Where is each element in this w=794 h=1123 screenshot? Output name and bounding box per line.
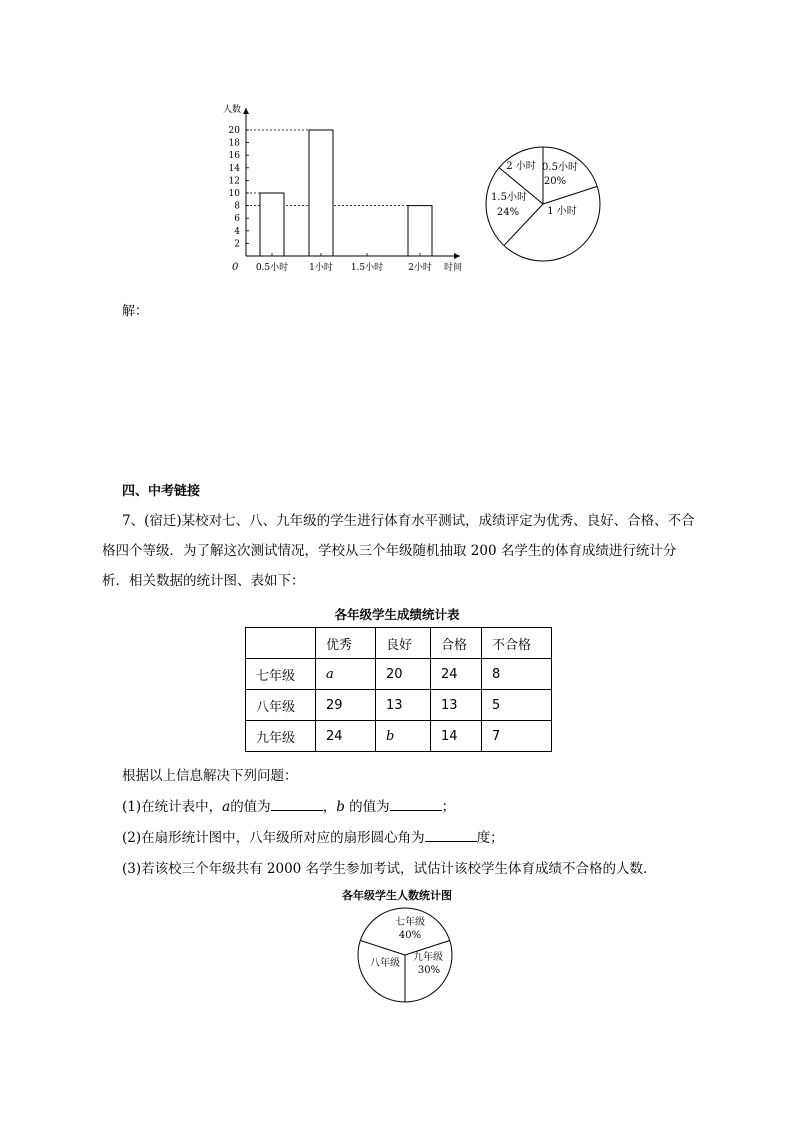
pie2-percent-grade7: 40% xyxy=(398,930,422,941)
y-tick-label: 10 xyxy=(228,189,240,199)
q2-blank[interactable] xyxy=(425,828,477,842)
y-tick-label: 20 xyxy=(228,126,240,136)
table-cell: 13 xyxy=(376,690,431,721)
table-cell: 20 xyxy=(376,659,431,690)
bar-0.5小时 xyxy=(260,193,284,256)
table-header-cell xyxy=(246,628,316,659)
grade-pie-title: 各年级学生人数统计图 xyxy=(342,889,452,902)
bar-chart xyxy=(220,98,470,278)
table-cell: 8 xyxy=(482,659,552,690)
pie2-percent-grade9: 30% xyxy=(417,965,441,976)
table-row xyxy=(246,659,552,690)
y-tick-label: 16 xyxy=(228,151,240,162)
question-2 xyxy=(122,826,504,846)
table-cell: 24 xyxy=(431,659,482,690)
x-tick-label: 2小时 xyxy=(408,263,432,273)
q2-text: (2)在扇形统计图中，八年级所对应的扇形圆心角为 xyxy=(122,830,425,846)
bar-2小时 xyxy=(408,206,432,256)
table-row xyxy=(246,690,552,721)
table-cell: 14 xyxy=(431,721,482,752)
y-tick-label: 18 xyxy=(228,138,240,149)
y-tick-label: 8 xyxy=(234,201,240,212)
table-header-cell: 合格 xyxy=(431,628,482,659)
q1-blank-a[interactable] xyxy=(271,797,323,811)
q1-var-a: a xyxy=(222,799,231,815)
bar-chart-xlabel: 时间 xyxy=(444,263,463,273)
q1-text: (1)在统计表中， xyxy=(122,799,223,815)
bar-chart-ylabel: 人数 xyxy=(223,105,242,115)
y-axis-arrow xyxy=(243,108,249,114)
pie1-percent-0.5h: 20% xyxy=(543,176,567,187)
x-axis-arrow xyxy=(454,253,460,259)
pie1-label-2h: 2 小时 xyxy=(506,161,536,172)
table-cell: b xyxy=(376,721,431,752)
table-header-cell: 不合格 xyxy=(482,628,552,659)
table-cell: 九年级 xyxy=(246,721,316,752)
table-cell: 29 xyxy=(316,690,376,721)
q1-blank-b[interactable] xyxy=(390,797,442,811)
table-header-row xyxy=(246,628,552,659)
q1-text: 的值为 xyxy=(344,799,390,815)
table-cell: 7 xyxy=(482,721,552,752)
table-cell: 七年级 xyxy=(246,659,316,690)
question-1 xyxy=(122,795,455,815)
solution-label: 解： xyxy=(122,304,149,319)
table-header-cell: 优秀 xyxy=(316,628,376,659)
q1-text: ， xyxy=(322,799,337,815)
bar-chart-origin: 0 xyxy=(232,262,239,273)
table-row xyxy=(246,721,552,752)
pie2-label-grade8: 八年级 xyxy=(370,958,400,969)
bar-chart-bars xyxy=(260,130,432,256)
questions-intro: 根据以上信息解决下列问题： xyxy=(122,768,298,784)
pie1-percent-1.5h: 24% xyxy=(496,207,520,218)
problem-text: 7、(宿迁)某校对七、八、九年级的学生进行体育水平测试，成绩评定为优秀、良好、合格、不合格四个等级．为了解这次测试情况，学校从三个年级随机抽取 200 名学生的体育成绩进行统计分析．相关数据的统计图、表如下： xyxy=(102,513,695,589)
y-tick-label: 4 xyxy=(234,226,240,237)
y-tick-label: 6 xyxy=(234,214,240,225)
table-cell: 八年级 xyxy=(246,690,316,721)
question-3: (3)若该校三个年级共有 2000 名学生参加考试，试估计该校学生体育成绩不合格的人数． xyxy=(122,861,657,877)
x-tick-label: 1.5小时 xyxy=(350,263,384,273)
time-pie-chart xyxy=(478,138,608,268)
pie2-label-grade7: 七年级 xyxy=(395,917,425,928)
q2-text: 度； xyxy=(476,830,504,846)
grade-stats-table xyxy=(245,627,552,752)
x-tick-label: 1小时 xyxy=(309,263,333,273)
table-cell: a xyxy=(316,659,376,690)
x-tick-label: 0.5小时 xyxy=(255,263,289,273)
table-cell: 13 xyxy=(431,690,482,721)
y-tick-label: 2 xyxy=(234,239,240,250)
pie1-label-0.5h: 0.5小时 xyxy=(542,162,578,173)
pie2-label-grade9: 九年级 xyxy=(413,952,443,963)
table-header-cell: 良好 xyxy=(376,628,431,659)
table-cell: 5 xyxy=(482,690,552,721)
q1-text: ； xyxy=(441,799,456,815)
y-tick-label: 12 xyxy=(228,176,240,187)
bar-1小时 xyxy=(309,130,333,256)
q1-var-b: b xyxy=(336,799,345,815)
pie1-label-1.5h: 1.5小时 xyxy=(491,192,527,203)
q1-text: 的值为 xyxy=(230,799,271,815)
table-cell: 24 xyxy=(316,721,376,752)
pie1-label-1h: 1 小时 xyxy=(547,206,577,217)
section-title: 四、中考链接 xyxy=(122,484,201,499)
grade-pie-chart xyxy=(355,905,455,1005)
table-title: 各年级学生成绩统计表 xyxy=(334,607,460,622)
y-tick-label: 14 xyxy=(228,163,240,174)
